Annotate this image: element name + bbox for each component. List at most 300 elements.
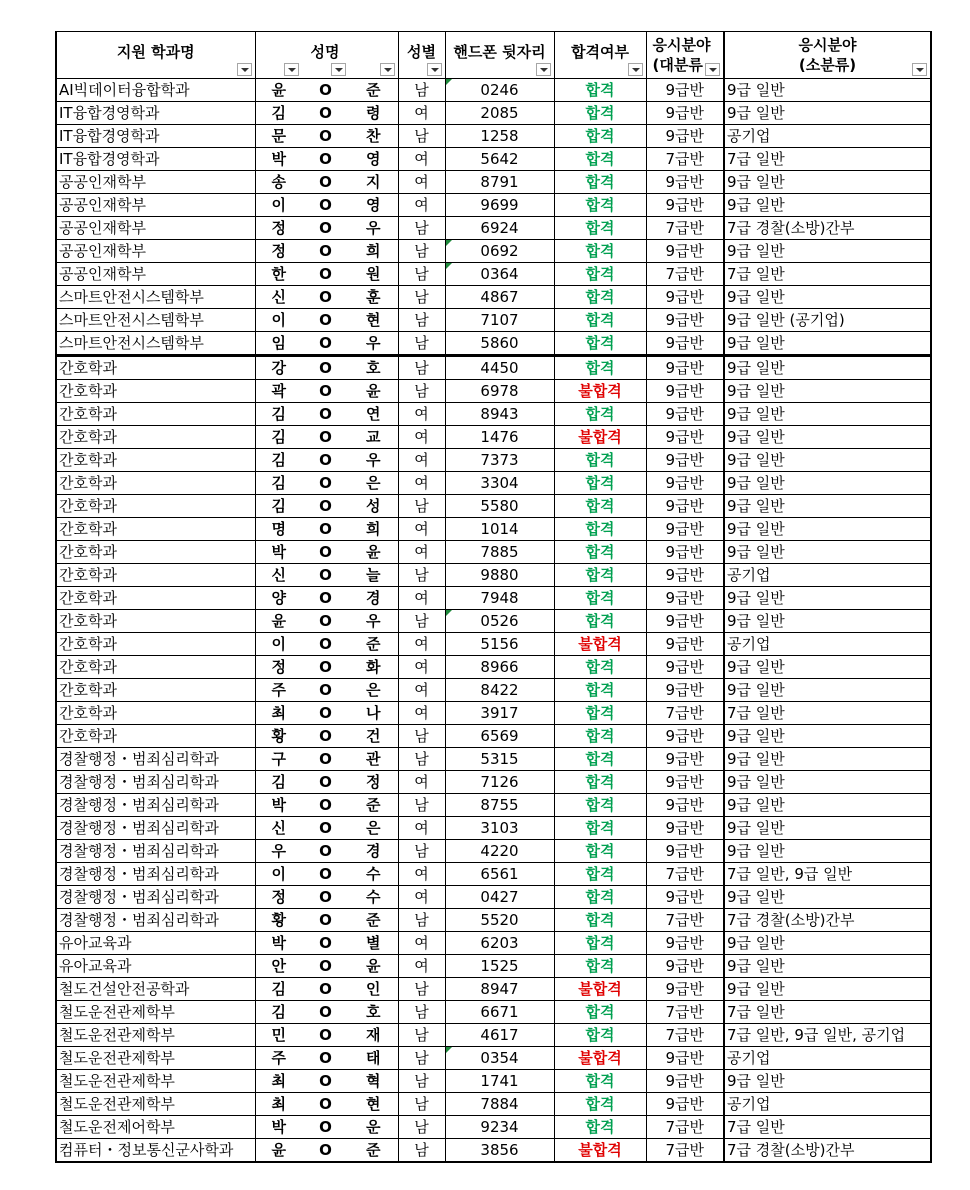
cell-gender: [398, 840, 445, 863]
cell-gender-text: 여: [414, 405, 429, 423]
cell-name-last: [349, 541, 398, 564]
table-row: [56, 403, 931, 426]
cell-dept-text: 스마트안전시스템학부: [59, 334, 204, 352]
cell-phone: [445, 194, 554, 217]
cell-name-mask-text: O: [319, 451, 332, 469]
cell-major: [646, 495, 724, 518]
cell-dept: [56, 332, 255, 356]
table-row: [56, 587, 931, 610]
cell-result: [554, 1070, 646, 1093]
cell-name-last-text: 윤: [366, 382, 381, 400]
cell-gender: [398, 771, 445, 794]
cell-name-last: [349, 332, 398, 356]
cell-major-text: 7급반: [665, 911, 705, 929]
cell-surname: [255, 79, 302, 102]
cell-dept-text: 경찰행정・범죄심리학과: [59, 865, 219, 883]
table-row: [56, 148, 931, 171]
cell-phone: [445, 794, 554, 817]
cell-name-mask-text: O: [319, 474, 332, 492]
cell-result: [554, 102, 646, 125]
cell-gender-text: 여: [414, 543, 429, 561]
cell-name-last: [349, 840, 398, 863]
cell-name-mask-text: O: [319, 405, 332, 423]
cell-minor: [724, 1093, 931, 1116]
filter-dropdown-icon[interactable]: [427, 63, 442, 76]
cell-name-last-text: 지: [366, 173, 381, 191]
cell-dept-text: 스마트안전시스템학부: [59, 311, 204, 329]
cell-dept-text: 철도운전관제학부: [59, 1026, 175, 1044]
table-row: [56, 1001, 931, 1024]
cell-gender: [398, 564, 445, 587]
cell-name-last: [349, 771, 398, 794]
cell-phone-text: 5860: [480, 334, 519, 352]
cell-dept-text: 스마트안전시스템학부: [59, 288, 204, 306]
cell-result-text: 합격: [585, 957, 615, 975]
cell-result-text: 합격: [585, 265, 615, 283]
cell-name-last: [349, 518, 398, 541]
cell-surname-text: 윤: [271, 81, 286, 99]
cell-gender: [398, 1070, 445, 1093]
cell-dept: [56, 633, 255, 656]
cell-name-last-text: 화: [366, 658, 381, 676]
cell-gender-text: 남: [414, 127, 429, 145]
cell-gender: [398, 725, 445, 748]
cell-gender-text: 남: [414, 566, 429, 584]
cell-major-text: 7급반: [665, 1141, 705, 1159]
cell-dept-text: 공공인재학부: [59, 219, 146, 237]
cell-name-mask: [302, 171, 349, 194]
cell-result: [554, 309, 646, 332]
table-row: [56, 564, 931, 587]
cell-name-last-text: 늘: [366, 566, 381, 584]
cell-major: [646, 426, 724, 449]
cell-minor-text: 7급 일반: [727, 1118, 785, 1136]
cell-name-mask: [302, 356, 349, 380]
cell-phone-text: 8943: [480, 405, 519, 423]
cell-surname: [255, 794, 302, 817]
cell-surname: [255, 495, 302, 518]
cell-minor: [724, 356, 931, 380]
table-row: [56, 771, 931, 794]
cell-name-last-text: 교: [366, 428, 381, 446]
filter-dropdown-icon[interactable]: [912, 63, 927, 76]
table-row: [56, 679, 931, 702]
table-row: [56, 1116, 931, 1139]
cell-major: [646, 771, 724, 794]
results-table: [55, 31, 932, 1163]
cell-phone: [445, 978, 554, 1001]
cell-result-text: 불합격: [578, 1141, 622, 1159]
cell-major: [646, 380, 724, 403]
cell-result-text: 합격: [585, 658, 615, 676]
cell-major: [646, 148, 724, 171]
cell-name-last-text: 혁: [366, 1072, 381, 1090]
cell-minor-text: 9급 일반: [727, 288, 785, 306]
cell-major-text: 9급반: [665, 589, 705, 607]
cell-name-mask: [302, 380, 349, 403]
filter-dropdown-icon[interactable]: [237, 63, 252, 76]
cell-dept: [56, 564, 255, 587]
table-row: [56, 932, 931, 955]
cell-minor-text: 9급 일반: [727, 543, 785, 561]
cell-major: [646, 403, 724, 426]
cell-minor: [724, 240, 931, 263]
cell-phone: [445, 426, 554, 449]
cell-name-mask-text: O: [319, 589, 332, 607]
cell-surname-text: 황: [271, 727, 286, 745]
cell-surname-text: 한: [271, 265, 286, 283]
cell-gender: [398, 518, 445, 541]
filter-dropdown-icon[interactable]: [705, 63, 720, 76]
cell-name-last: [349, 1139, 398, 1163]
cell-surname: [255, 240, 302, 263]
cell-name-mask: [302, 794, 349, 817]
cell-gender-text: 여: [414, 888, 429, 906]
cell-result: [554, 1047, 646, 1070]
cell-name-mask-text: O: [319, 727, 332, 745]
cell-result: [554, 263, 646, 286]
cell-name-mask: [302, 863, 349, 886]
table-row: [56, 217, 931, 240]
cell-surname: [255, 587, 302, 610]
table-row: [56, 1139, 931, 1163]
cell-gender: [398, 955, 445, 978]
cell-gender: [398, 263, 445, 286]
cell-gender: [398, 748, 445, 771]
cell-gender-text: 남: [414, 796, 429, 814]
cell-name-last: [349, 1093, 398, 1116]
cell-name-mask-text: O: [319, 681, 332, 699]
cell-surname-text: 최: [271, 1095, 286, 1113]
cell-minor: [724, 472, 931, 495]
cell-minor-text: 공기업: [727, 1049, 771, 1067]
cell-minor: [724, 1070, 931, 1093]
cell-surname: [255, 263, 302, 286]
cell-phone-text: 0354: [480, 1049, 519, 1067]
cell-dept-text: 철도운전관제학부: [59, 1003, 175, 1021]
cell-dept: [56, 1001, 255, 1024]
cell-dept-text: IT융합경영학과: [59, 127, 160, 145]
cell-major: [646, 1047, 724, 1070]
filter-dropdown-icon[interactable]: [331, 63, 346, 76]
cell-name-last: [349, 217, 398, 240]
cell-name-last: [349, 194, 398, 217]
cell-name-mask-text: O: [319, 750, 332, 768]
cell-major: [646, 633, 724, 656]
cell-phone-text: 1476: [480, 428, 519, 446]
cell-gender-text: 여: [414, 819, 429, 837]
cell-phone: [445, 1047, 554, 1070]
cell-minor: [724, 978, 931, 1001]
cell-result-text: 합격: [585, 727, 615, 745]
cell-surname: [255, 702, 302, 725]
cell-dept: [56, 518, 255, 541]
cell-dept-text: 경찰행정・범죄심리학과: [59, 819, 219, 837]
cell-major: [646, 309, 724, 332]
cell-minor-text: 9급 일반: [727, 451, 785, 469]
header-phone: [445, 32, 554, 79]
cell-dept-text: 경찰행정・범죄심리학과: [59, 888, 219, 906]
cell-minor: [724, 518, 931, 541]
cell-surname-text: 김: [271, 773, 286, 791]
cell-name-last: [349, 817, 398, 840]
cell-name-last: [349, 426, 398, 449]
cell-phone-text: 0692: [480, 242, 519, 260]
cell-phone-text: 7885: [480, 543, 519, 561]
cell-surname-text: 김: [271, 474, 286, 492]
cell-dept-text: AI빅데이터융합학과: [59, 81, 190, 99]
cell-name-last: [349, 932, 398, 955]
cell-result: [554, 909, 646, 932]
cell-gender-text: 여: [414, 196, 429, 214]
cell-name-last: [349, 286, 398, 309]
cell-surname: [255, 656, 302, 679]
cell-name-last-text: 현: [366, 1095, 381, 1113]
header-dept: [56, 32, 255, 79]
cell-name-last: [349, 587, 398, 610]
cell-minor-text: 9급 일반: [727, 819, 785, 837]
cell-name-last-text: 운: [366, 1118, 381, 1136]
cell-gender: [398, 932, 445, 955]
cell-surname: [255, 633, 302, 656]
cell-minor-text: 9급 일반: [727, 796, 785, 814]
cell-minor-text: 9급 일반: [727, 1072, 785, 1090]
cell-phone: [445, 955, 554, 978]
cell-result: [554, 1001, 646, 1024]
cell-surname-text: 강: [271, 359, 286, 377]
cell-major: [646, 1001, 724, 1024]
cell-phone: [445, 286, 554, 309]
cell-name-mask: [302, 725, 349, 748]
filter-dropdown-icon[interactable]: [380, 63, 395, 76]
cell-minor: [724, 587, 931, 610]
cell-gender: [398, 1024, 445, 1047]
cell-name-last: [349, 79, 398, 102]
cell-major: [646, 725, 724, 748]
cell-dept-text: 간호학과: [59, 520, 117, 538]
cell-phone: [445, 332, 554, 356]
cell-gender: [398, 541, 445, 564]
cell-surname-text: 박: [271, 543, 286, 561]
cell-major-text: 9급반: [665, 658, 705, 676]
table-row: [56, 102, 931, 125]
cell-result-text: 합격: [585, 750, 615, 768]
cell-minor: [724, 1024, 931, 1047]
cell-major-text: 9급반: [665, 566, 705, 584]
cell-result: [554, 1024, 646, 1047]
cell-gender: [398, 194, 445, 217]
cell-gender: [398, 909, 445, 932]
text-number-warning-icon: [446, 79, 452, 85]
cell-minor-text: 9급 일반: [727, 405, 785, 423]
cell-major-text: 9급반: [665, 681, 705, 699]
cell-name-last: [349, 449, 398, 472]
cell-name-mask: [302, 102, 349, 125]
cell-major: [646, 286, 724, 309]
cell-minor: [724, 1139, 931, 1163]
text-number-warning-icon: [446, 1047, 452, 1053]
cell-gender: [398, 426, 445, 449]
table-row: [56, 610, 931, 633]
cell-name-mask-text: O: [319, 819, 332, 837]
cell-minor-text: 9급 일반: [727, 520, 785, 538]
cell-name-mask-text: O: [319, 773, 332, 791]
cell-dept: [56, 1047, 255, 1070]
cell-result-text: 불합격: [578, 382, 622, 400]
cell-name-last: [349, 748, 398, 771]
cell-surname-text: 안: [271, 957, 286, 975]
cell-phone-text: 9880: [480, 566, 519, 584]
cell-name-last: [349, 125, 398, 148]
cell-result-text: 불합격: [578, 635, 622, 653]
cell-gender-text: 여: [414, 658, 429, 676]
cell-major: [646, 1024, 724, 1047]
table-row: [56, 309, 931, 332]
cell-minor: [724, 102, 931, 125]
cell-gender: [398, 125, 445, 148]
cell-major: [646, 564, 724, 587]
cell-name-last: [349, 102, 398, 125]
table-row: [56, 426, 931, 449]
cell-name-mask: [302, 263, 349, 286]
filter-dropdown-icon[interactable]: [536, 63, 551, 76]
cell-major-text: 9급반: [665, 196, 705, 214]
cell-phone: [445, 1116, 554, 1139]
cell-result: [554, 472, 646, 495]
cell-name-mask-text: O: [319, 104, 332, 122]
cell-gender-text: 남: [414, 311, 429, 329]
cell-name-mask: [302, 541, 349, 564]
cell-major: [646, 978, 724, 1001]
cell-phone: [445, 840, 554, 863]
cell-phone: [445, 656, 554, 679]
cell-surname-text: 정: [271, 219, 286, 237]
cell-minor: [724, 610, 931, 633]
cell-gender: [398, 240, 445, 263]
cell-dept-text: 간호학과: [59, 497, 117, 515]
cell-dept-text: 간호학과: [59, 727, 117, 745]
cell-name-last-text: 건: [366, 727, 381, 745]
cell-surname-text: 박: [271, 1118, 286, 1136]
cell-gender: [398, 886, 445, 909]
cell-surname: [255, 679, 302, 702]
cell-major: [646, 518, 724, 541]
cell-result: [554, 978, 646, 1001]
cell-gender-text: 남: [414, 980, 429, 998]
cell-minor: [724, 541, 931, 564]
cell-major-text: 9급반: [665, 612, 705, 630]
cell-surname: [255, 955, 302, 978]
cell-result-text: 합격: [585, 497, 615, 515]
cell-phone-text: 5642: [480, 150, 519, 168]
cell-dept-text: 컴퓨터・정보통신군사학과: [59, 1141, 234, 1159]
cell-gender-text: 남: [414, 382, 429, 400]
cell-gender: [398, 1139, 445, 1163]
cell-gender-text: 남: [414, 1003, 429, 1021]
cell-surname-text: 구: [271, 750, 286, 768]
cell-gender: [398, 656, 445, 679]
cell-major-text: 9급반: [665, 81, 705, 99]
table-row: [56, 725, 931, 748]
cell-name-last: [349, 356, 398, 380]
cell-surname: [255, 1093, 302, 1116]
cell-dept: [56, 495, 255, 518]
cell-gender-text: 여: [414, 635, 429, 653]
cell-gender-text: 여: [414, 451, 429, 469]
cell-result-text: 합격: [585, 1003, 615, 1021]
cell-phone: [445, 909, 554, 932]
cell-phone: [445, 240, 554, 263]
header-minor-label-1: 응시분야: [798, 36, 857, 54]
cell-result: [554, 380, 646, 403]
cell-name-last: [349, 794, 398, 817]
cell-dept: [56, 840, 255, 863]
cell-name-last: [349, 679, 398, 702]
cell-gender: [398, 1047, 445, 1070]
cell-phone: [445, 1093, 554, 1116]
cell-result: [554, 403, 646, 426]
cell-result-text: 합격: [585, 104, 615, 122]
cell-name-mask: [302, 518, 349, 541]
cell-phone-text: 1741: [480, 1072, 519, 1090]
cell-phone-text: 8791: [480, 173, 519, 191]
cell-dept-text: 간호학과: [59, 543, 117, 561]
cell-dept-text: IT융합경영학과: [59, 104, 160, 122]
cell-phone: [445, 1139, 554, 1163]
cell-surname: [255, 909, 302, 932]
cell-result-text: 합격: [585, 819, 615, 837]
cell-minor: [724, 702, 931, 725]
cell-phone: [445, 863, 554, 886]
cell-major-text: 7급반: [665, 865, 705, 883]
cell-phone-text: 8755: [480, 796, 519, 814]
cell-result-text: 합격: [585, 173, 615, 191]
cell-gender: [398, 449, 445, 472]
cell-result: [554, 541, 646, 564]
cell-name-mask-text: O: [319, 566, 332, 584]
cell-name-last-text: 령: [366, 104, 381, 122]
cell-minor-text: 7급 일반, 9급 일반: [727, 865, 853, 883]
cell-gender-text: 남: [414, 81, 429, 99]
cell-phone: [445, 79, 554, 102]
cell-phone-text: 5315: [480, 750, 519, 768]
cell-name-last-text: 호: [366, 359, 381, 377]
cell-surname-text: 김: [271, 980, 286, 998]
cell-name-mask-text: O: [319, 150, 332, 168]
cell-dept-text: 간호학과: [59, 451, 117, 469]
table-row: [56, 263, 931, 286]
cell-dept: [56, 426, 255, 449]
cell-surname-text: 신: [271, 819, 286, 837]
cell-minor: [724, 886, 931, 909]
cell-dept: [56, 1139, 255, 1163]
cell-surname-text: 김: [271, 405, 286, 423]
cell-gender: [398, 794, 445, 817]
table-row: [56, 978, 931, 1001]
cell-gender-text: 여: [414, 589, 429, 607]
filter-dropdown-icon[interactable]: [628, 63, 643, 76]
cell-surname: [255, 725, 302, 748]
cell-name-mask: [302, 1024, 349, 1047]
cell-surname: [255, 978, 302, 1001]
cell-name-mask: [302, 840, 349, 863]
cell-dept: [56, 403, 255, 426]
cell-dept: [56, 978, 255, 1001]
cell-surname: [255, 380, 302, 403]
cell-dept: [56, 748, 255, 771]
cell-dept: [56, 1070, 255, 1093]
cell-surname-text: 송: [271, 173, 286, 191]
